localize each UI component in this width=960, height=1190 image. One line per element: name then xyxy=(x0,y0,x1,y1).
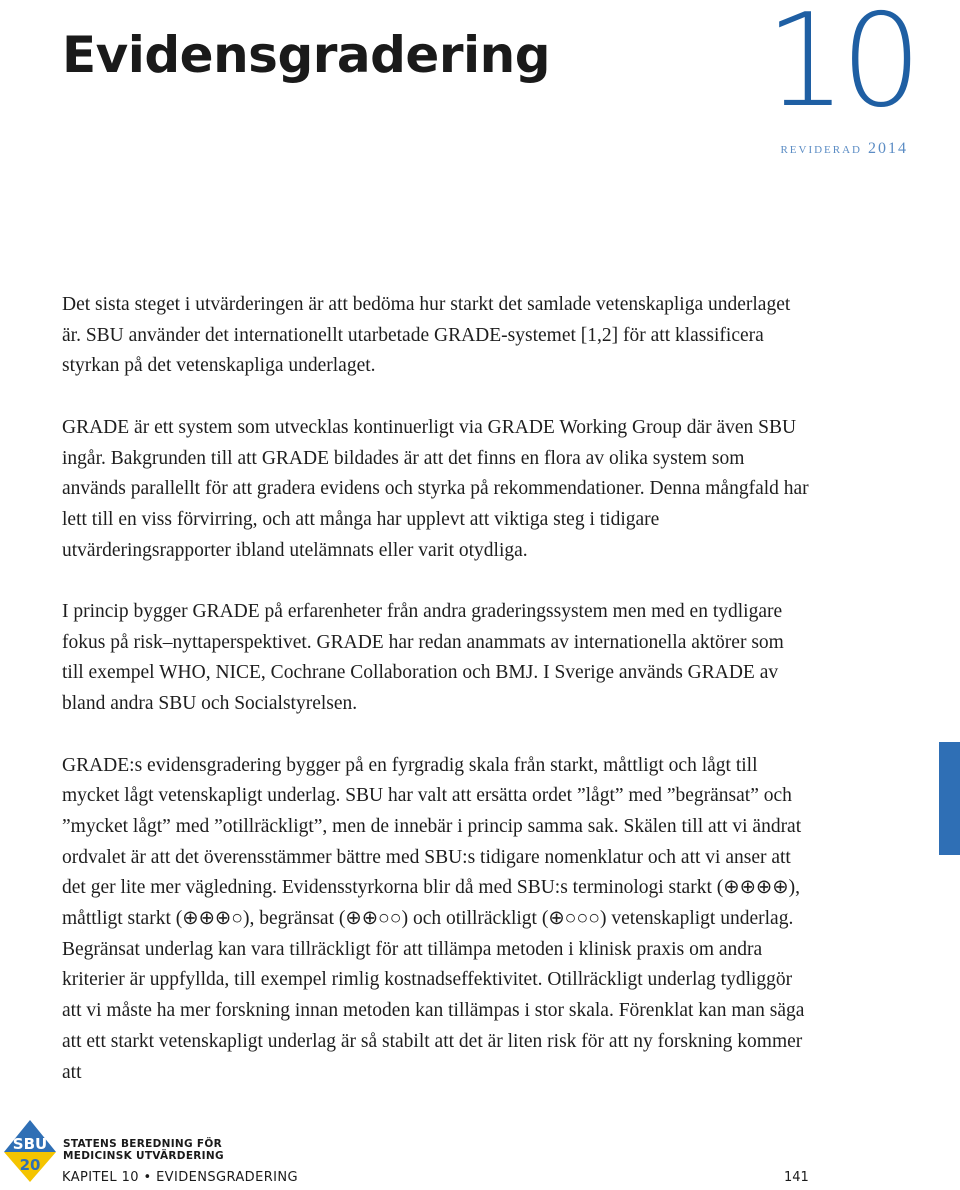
paragraph-grade-background: GRADE är ett system som utvecklas kontinuerligt via GRADE Working Group där även SBU ingår. Bakgrunden till att GRADE bildades är att det finns en flora av olika system som används parallellt för att gradera evidens och styrka på rekommendationer. Denna mångfald har lett till en viss förvirring, och att många har upplevt att viktiga steg i tidigare utvärderingsrapporter ibland utelämnats eller varit otydliga. xyxy=(62,416,809,561)
org-line-2: MEDICINSK UTVÄRDERING xyxy=(63,1150,224,1162)
org-line-1: STATENS BEREDNING FÖR xyxy=(63,1138,222,1150)
revised-label: reviderad 2014 xyxy=(780,140,908,157)
page-title: Evidensgradering xyxy=(62,26,551,84)
sbu-logo-icon xyxy=(2,1118,58,1184)
paragraph-evidence-scale: GRADE:s evidensgradering bygger på en fyrgradig skala från starkt, måttligt och lågt till mycket lågt vetenskapligt underlag. SBU har valt att ersätta ordet ”lågt” med ”begränsat” och ”mycket lågt” med ”otillräckligt”, men de innebär i princip samma sak. Skälen till att vi ändrat ordvalet är att det överensstämmer bättre med SBU:s tidigare nomenklatur och att vi anser att det ger lite mer vägledning. Evidensstyrkorna blir då med SBU:s terminologi starkt (⊕⊕⊕⊕), måttligt starkt (⊕⊕⊕○), begränsat (⊕⊕○○) och otillräckligt (⊕○○○) vetenskapligt underlag. Begränsat underlag kan vara tillräckligt för att tillämpa metoden i klinisk praxis om andra kriterier är uppfyllda, till exempel rimlig kostnadseffektivitet. Otillräckligt underlag tydliggör att vi måste ha mer forskning innan metoden kan tillämpas i stor skala. Förenklat kan man säga att ett starkt vetenskapligt underlag är så stabilt att det är liten risk för att ny forskning kommer att xyxy=(62,754,805,1083)
logo-text-bottom: 20 xyxy=(19,1156,41,1174)
footer-chapter-label: KAPITEL 10 • EVIDENSGRADERING xyxy=(62,1170,298,1185)
paragraph-grade-principle: I princip bygger GRADE på erfarenheter från andra graderingssystem men med en tydligare fokus på risk–nyttaperspektivet. GRADE har redan anammats av internationella aktörer som till exempel WHO, NICE, Cochrane Collaboration och BMJ. I Sverige används GRADE av bland andra SBU och Socialstyrelsen. xyxy=(62,601,784,715)
paragraph-intro: Det sista steget i utvärderingen är att bedöma hur starkt det samlade vetenskapliga underlaget är. SBU använder det internationellt utarbetade GRADE-systemet [1,2] för att klassificera styrkan på det vetenskapliga underlaget. xyxy=(62,294,791,377)
page-number: 141 xyxy=(784,1170,809,1185)
chapter-side-tab xyxy=(939,742,960,855)
logo-text-top: SBU xyxy=(12,1135,48,1153)
body-text xyxy=(62,290,810,1119)
chapter-number: 10 xyxy=(765,0,916,136)
organization-name xyxy=(63,1138,224,1162)
